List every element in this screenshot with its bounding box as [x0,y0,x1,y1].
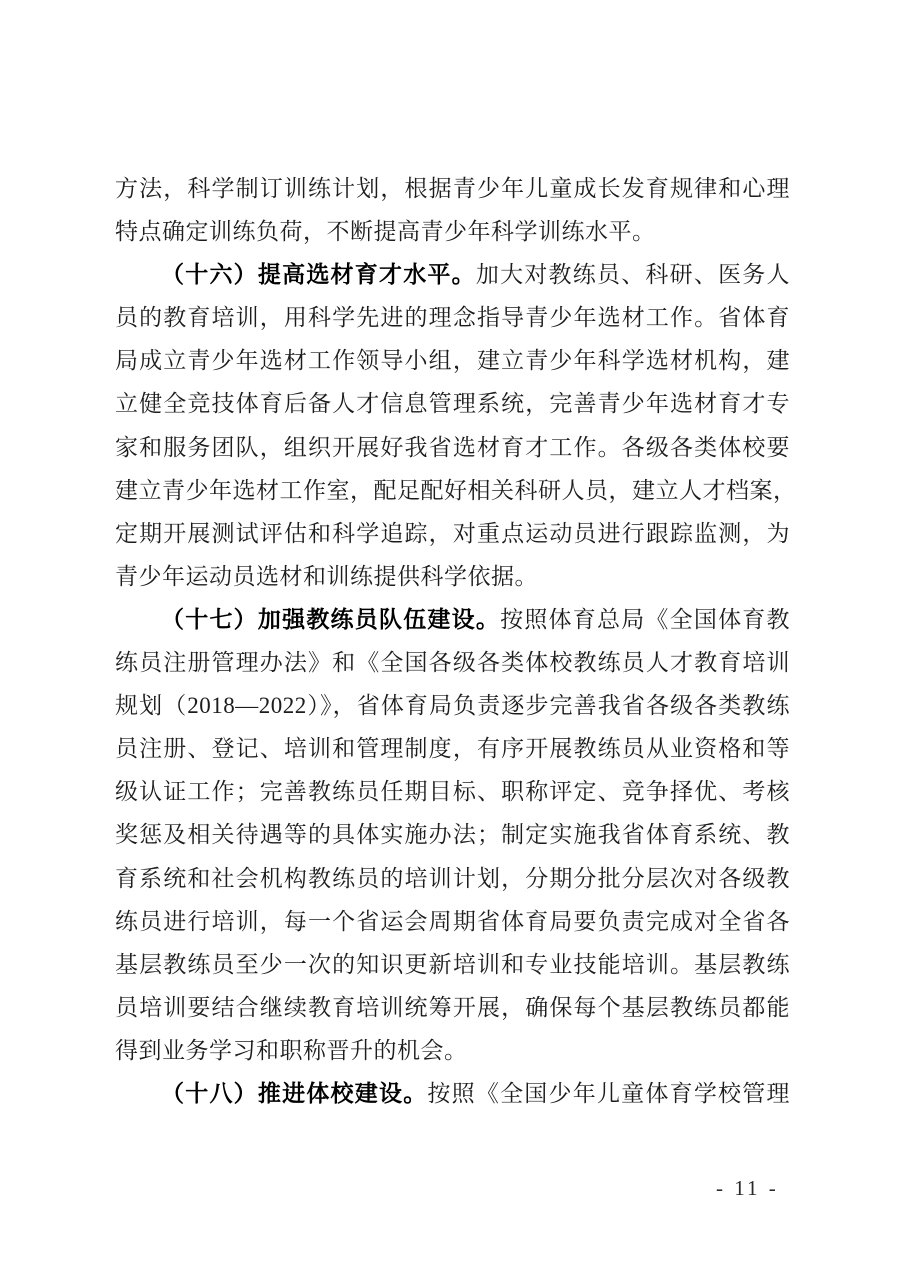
line-text: 方法，科学制订训练计划，根据青少年儿童成长发育规律和心理 [115,176,790,201]
text-line [115,943,790,986]
line-text: 立健全竞技体育后备人才信息管理系统，完善青少年选材育才专 [115,391,790,417]
section-heading: （十六）提高选材育才水平。 [161,262,476,288]
text-line [115,986,790,1029]
page-number: - 11 - [716,1176,779,1200]
line-text: 员的教育培训，用科学先进的理念指导青少年选材工作。省体育 [115,305,790,331]
line-text: 按照《全国少年儿童体育学校管理 [427,1080,791,1106]
line-text: 员注册、登记、培训和管理制度，有序开展教练员从业资格和等 [115,736,790,762]
text-line [115,684,790,727]
text-line [115,339,790,382]
text-line [115,426,790,469]
section-heading: （十八）推进体校建设。 [161,1080,428,1106]
line-text: 规划（2018—2022）》，省体育局负责逐步完善我省各级各类教练 [115,693,790,719]
text-line [115,1029,790,1072]
line-text: 特点确定训练负荷，不断提高青少年科学训练水平。 [115,219,656,245]
text-line [115,469,797,512]
line-text: 级认证工作；完善教练员任期目标、职称评定、竞争择优、考核 [115,779,790,805]
text-line-section-17 [115,598,790,641]
text-line [115,770,790,813]
line-text: 练员进行培训，每一个省运会周期省体育局要负责完成对全省各 [115,908,790,934]
text-line [115,167,790,210]
text-line [115,727,790,770]
section-heading: （十七）加强教练员队伍建设。 [161,606,501,632]
line-text: 员培训要结合继续教育培训统筹开展，确保每个基层教练员都能 [115,994,790,1020]
line-text: 定期开展测试评估和科学追踪，对重点运动员进行跟踪监测，为 [115,520,790,546]
document-body [115,167,797,1115]
line-text: 建立青少年选材工作室，配足配好相关科研人员，建立人才档案， [115,477,797,503]
line-text: 得到业务学习和职称晋升的机会。 [115,1037,468,1063]
text-line [115,641,790,684]
text-line [115,296,790,339]
text-line [115,555,790,598]
text-line-section-16 [115,253,790,296]
line-text: 家和服务团队，组织开展好我省选材育才工作。各级各类体校要 [115,434,790,460]
text-line [115,382,790,425]
line-text: 练员注册管理办法》和《全国各级各类体校教练员人才教育培训 [115,650,790,676]
line-text: 基层教练员至少一次的知识更新培训和专业技能培训。基层教练 [115,951,790,977]
text-line [115,813,790,856]
line-text: 育系统和社会机构教练员的培训计划，分期分批分层次对各级教 [115,865,790,891]
line-text: 奖惩及相关待遇等的具体实施办法；制定实施我省体育系统、教 [115,822,790,848]
line-text: 按照体育总局《全国体育教 [500,606,791,632]
text-line [115,210,790,253]
text-line-section-18 [115,1072,790,1115]
line-text: 青少年运动员选材和训练提供科学依据。 [115,563,538,589]
text-line [115,512,790,555]
text-line [115,900,790,943]
line-text: 加大对教练员、科研、医务人 [475,262,791,288]
text-line [115,857,790,900]
line-text: 局成立青少年选材工作领导小组，建立青少年科学选材机构，建 [115,348,790,374]
